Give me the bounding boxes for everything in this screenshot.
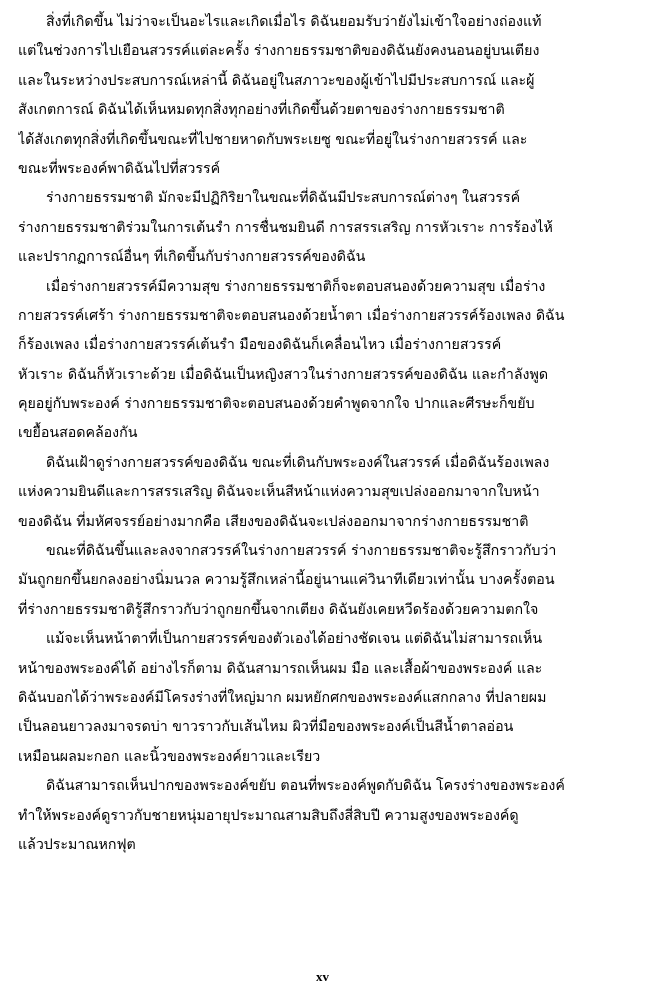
text-line: เขยื้อนสอดคล้องกัน <box>18 425 138 442</box>
text-line: ก็ร้องเพลง เมื่อร่างกายสวรรค์เต้นรำ มือของดิฉันก็เคลื่อนไหว เมื่อร่างกายสวรรค์ <box>18 337 502 354</box>
text-line: ขณะที่พระองค์พาดิฉันไปที่สวรรค์ <box>18 160 221 177</box>
text-line: ดิฉันเฝ้าดูร่างกายสวรรค์ของดิฉัน ขณะที่เดินกับพระองค์ในสวรรค์ เมื่อดิฉันร้องเพลง <box>46 454 550 471</box>
text-line: แม้จะเห็นหน้าตาที่เป็นกายสวรรค์ของตัวเองได้อย่างชัดเจน แต่ดิฉันไม่สามารถเห็น <box>46 631 543 648</box>
text-line: คุยอยู่กับพระองค์ ร่างกายธรรมชาติจะตอบสนองด้วยคำพูดจากใจ ปากและศีรษะก็ขยับ <box>18 396 535 413</box>
text-line: หน้าของพระองค์ได้ อย่างไรก็ตาม ดิฉันสามารถเห็นผม มือ และเสื้อผ้าของพระองค์ และ <box>18 660 543 677</box>
text-line: ร่างกายธรรมชาติ มักจะมีปฏิกิริยาในขณะที่ดิฉันมีประสบการณ์ต่างๆ ในสวรรค์ <box>46 190 521 207</box>
text-line: ร่างกายธรรมชาติร่วมในการเต้นรำ การชื่นชมยินดี การสรรเสริญ การหัวเราะ การร้องไห้ <box>18 219 553 236</box>
text-line: เมื่อร่างกายสวรรค์มีความสุข ร่างกายธรรมชาติก็จะตอบสนองด้วยความสุข เมื่อร่าง <box>46 278 546 295</box>
text-line: ที่ร่างกายธรรมชาติรู้สึกราวกับว่าถูกยกขึ้นจากเตียง ดิฉันยังเคยหวีดร้องด้วยความตกใจ <box>18 601 539 618</box>
text-line: สิ่งที่เกิดขึ้น ไม่ว่าจะเป็นอะไรและเกิดเมื่อไร ดิฉันยอมรับว่ายังไม่เข้าใจอย่างถ่องแท้ <box>46 14 542 30</box>
text-line: ดิฉันบอกได้ว่าพระองค์มีโครงร่างที่ใหญ่มาก ผมหยักศกของพระองค์แสกกลาง ที่ปลายผม <box>18 689 547 706</box>
text-line: และปรากฏการณ์อื่นๆ ที่เกิดขึ้นกับร่างกายสวรรค์ของดิฉัน <box>18 249 366 266</box>
text-line: ขณะที่ดิฉันขึ้นและลงจากสวรรค์ในร่างกายสวรรค์ ร่างกายธรรมชาติจะรู้สึกราวกับว่า <box>46 543 557 560</box>
body-text <box>18 8 630 860</box>
page-number: xv <box>316 969 329 984</box>
text-line: ได้สังเกตทุกสิ่งที่เกิดขึ้นขณะที่ไปชายหาดกับพระเยซู ขณะที่อยู่ในร่างกายสวรรค์ และ <box>18 131 528 148</box>
text-line: เป็นลอนยาวลงมาจรดบ่า ขาวราวกับเส้นไหม ผิวที่มือของพระองค์เป็นสีน้ำตาลอ่อน <box>18 719 514 736</box>
text-line: แต่ในช่วงการไปเยือนสวรรค์แต่ละครั้ง ร่างกายธรรมชาติของดิฉันยังคงนอนอยู่บนเตียง <box>18 43 540 60</box>
text-line: ดิฉันสามารถเห็นปากของพระองค์ขยับ ตอนที่พระองค์พูดกับดิฉัน โครงร่างของพระองค์ <box>46 778 565 795</box>
text-line: มันถูกยกขึ้นยกลงอย่างนิ่มนวล ความรู้สึกเหล่านี้อยู่นานแค่วินาทีเดียวเท่านั้น บางครั้งตอน <box>18 572 555 589</box>
text-line: ของดิฉัน ที่มหัศจรรย์อย่างมากคือ เสียงของดิฉันจะเปล่งออกมาจากร่างกายธรรมชาติ <box>18 513 529 530</box>
text-line: แห่งความยินดีและการสรรเสริญ ดิฉันจะเห็นสีหน้าแห่งความสุขเปล่งออกมาจากใบหน้า <box>18 484 540 501</box>
text-line: ทำให้พระองค์ดูราวกับชายหนุ่มอายุประมาณสามสิบถึงสี่สิบปี ความสูงของพระองค์ดู <box>18 807 519 824</box>
text-line: กายสวรรค์เศร้า ร่างกายธรรมชาติจะตอบสนองด้วยน้ำตา เมื่อร่างกายสวรรค์ร้องเพลง ดิฉัน <box>18 307 565 324</box>
text-line: หัวเราะ ดิฉันก็หัวเราะด้วย เมื่อดิฉันเป็นหญิงสาวในร่างกายสวรรค์ของดิฉัน และกำลังพูด <box>18 366 549 383</box>
text-line: เหมือนผลมะกอก และนิ้วของพระองค์ยาวและเรียว <box>18 748 321 765</box>
text-line: แล้วประมาณหกฟุต <box>18 836 136 853</box>
text-line: และในระหว่างประสบการณ์เหล่านี้ ดิฉันอยู่ในสภาวะของผู้เข้าไปมีประสบการณ์ และผู้ <box>18 72 535 89</box>
text-line: สังเกตการณ์ ดิฉันได้เห็นหมดทุกสิ่งทุกอย่างที่เกิดขึ้นด้วยตาของร่างกายธรรมชาติ <box>18 102 505 119</box>
